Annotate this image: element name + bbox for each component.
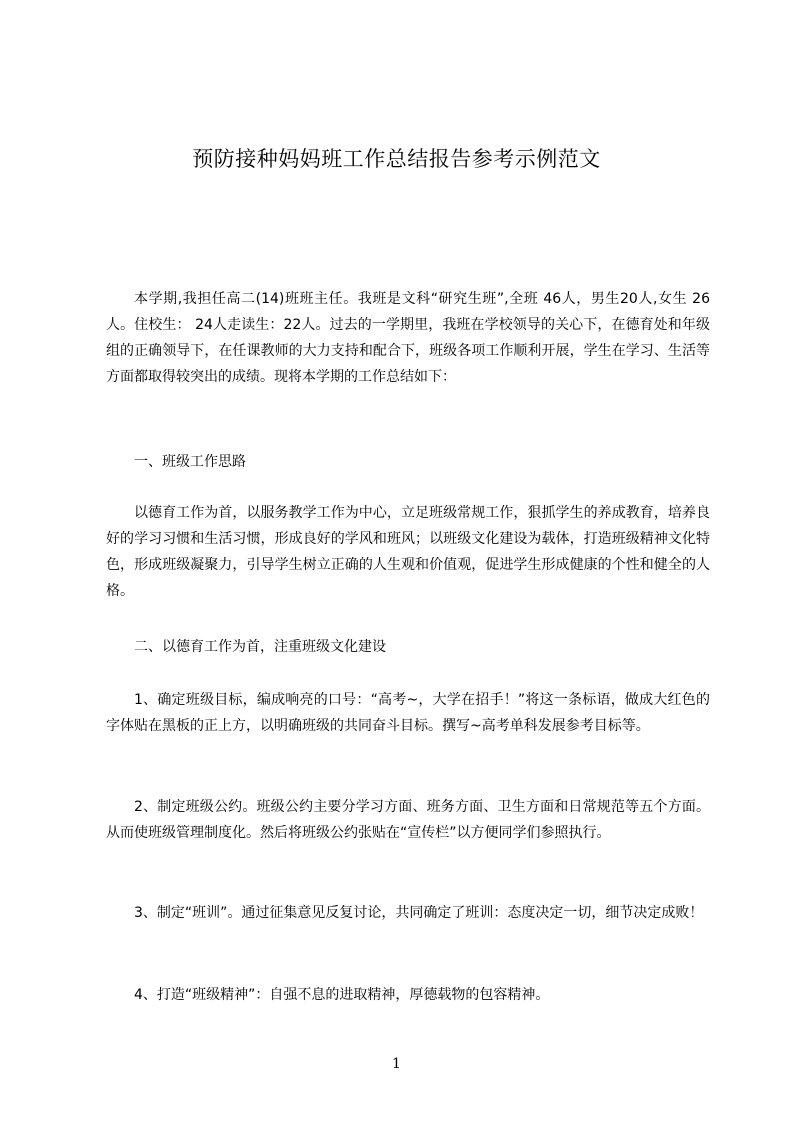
list-item-2: 2、制定班级公约。班级公约主要分学习方面、班务方面、卫生方面和日常规范等五个方面。从而使班级管理制度化。然后将班级公约张贴在“宣传栏”以方便同学们参照执行。 xyxy=(106,799,710,841)
list-item-3: 3、制定“班训”。通过征集意见反复讨论，共同确定了班训：态度决定一切，细节决定成败！ xyxy=(134,905,704,921)
section-heading-2: 二、以德育工作为首，注重班级文化建设 xyxy=(134,639,386,655)
section-heading-1: 一、班级工作思路 xyxy=(134,454,246,470)
section1-paragraph: 以德育工作为首，以服务教学工作为中心，立足班级常规工作，狠抓学生的养成教育，培养良好的学习习惯和生活习惯，形成良好的学风和班风；以班级文化建设为载体，打造班级精神文化特色，形成班级凝聚力，引导学生树立正确的人生观和价值观，促进学生形成健康的个性和健全的人格。 xyxy=(106,505,710,599)
page-number: 1 xyxy=(392,1056,401,1072)
list-item-1: 1、确定班级目标，编成响亮的口号：“高考~，大学在招手！”将这一条标语，做成大红色的字体贴在黑板的正上方，以明确班级的共同奋斗目标。撰写~高考单科发展参考目标等。 xyxy=(106,692,710,734)
list-item-4: 4、打造“班级精神”：自强不息的进取精神，厚德载物的包容精神。 xyxy=(134,987,550,1003)
intro-paragraph: 本学期,我担任高二(14)班班主任。我班是文科“研究生班”,全班 46人，男生20人,女生 26人。住校生： 24人走读生：22人。过去的一学期里，我班在学校领导的关心下，在德育处和年级组的正确领导下，在任课教师的大力支持和配合下，班级各项工作顺利开展，学生在学习、生活等方面都取得较突出的成绩。现将本学期的工作总结如下： xyxy=(106,291,710,385)
document-title: 预防接种妈妈班工作总结报告参考示例范文 xyxy=(192,147,601,171)
